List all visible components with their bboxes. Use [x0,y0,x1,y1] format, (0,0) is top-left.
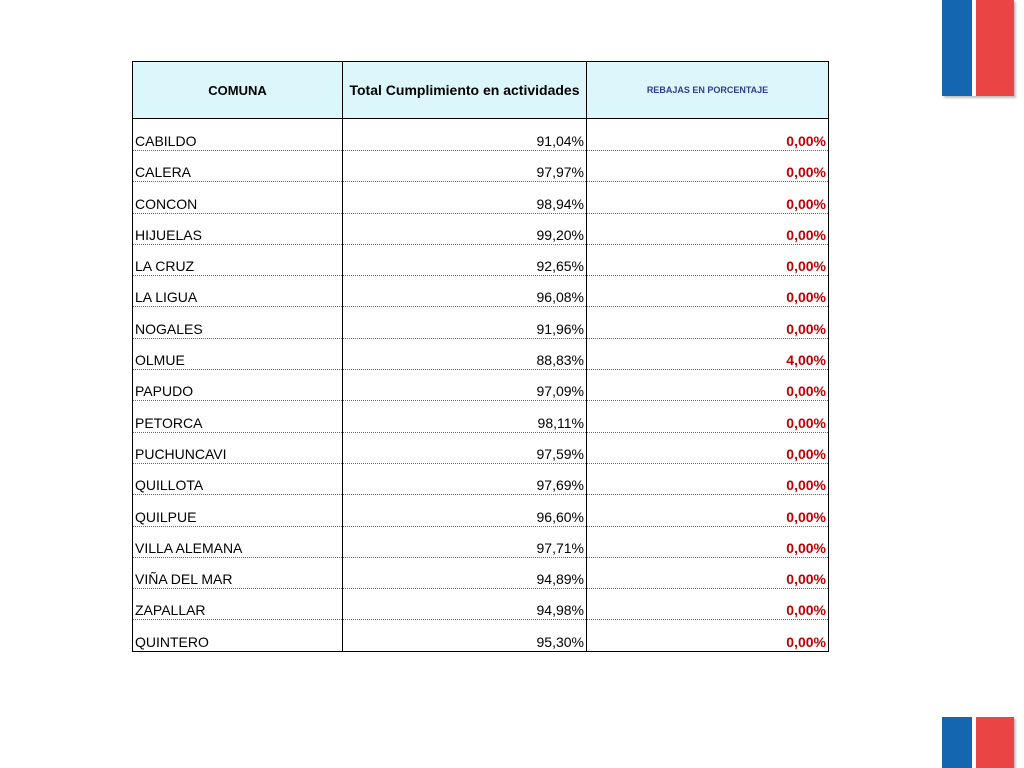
flag-red-stripe [976,717,1014,768]
table-header-row [133,62,829,119]
table-body [133,119,829,652]
cell-rebaja: 4,00% [587,338,829,369]
table-row [133,557,829,588]
compliance-table [132,61,829,652]
cell-comuna: LA CRUZ [133,244,343,275]
cell-rebaja: 0,00% [587,526,829,557]
cell-total: 95,30% [343,620,587,651]
cell-rebaja: 0,00% [587,589,829,620]
table-row [133,495,829,526]
cell-rebaja: 0,00% [587,119,829,151]
cell-total: 94,89% [343,557,587,588]
table-row [133,401,829,432]
cell-total: 96,08% [343,276,587,307]
cell-rebaja: 0,00% [587,401,829,432]
cell-comuna: QUINTERO [133,620,343,651]
table-row [133,463,829,494]
cell-rebaja: 0,00% [587,151,829,182]
cell-rebaja: 0,00% [587,463,829,494]
cell-rebaja: 0,00% [587,244,829,275]
cell-comuna: PAPUDO [133,370,343,401]
cell-total: 97,97% [343,151,587,182]
table-row [133,620,829,651]
table-row [133,338,829,369]
cell-rebaja: 0,00% [587,276,829,307]
cell-total: 91,04% [343,119,587,151]
cell-comuna: PUCHUNCAVI [133,432,343,463]
cell-total: 97,71% [343,526,587,557]
header-total-cumplimiento: Total Cumplimiento en actividades [343,62,587,119]
table-row [133,244,829,275]
table-row [133,589,829,620]
cell-total: 97,69% [343,463,587,494]
cell-comuna: NOGALES [133,307,343,338]
compliance-table-container [132,61,828,652]
cell-rebaja: 0,00% [587,495,829,526]
cell-comuna: VIÑA DEL MAR [133,557,343,588]
cell-comuna: PETORCA [133,401,343,432]
table-row [133,213,829,244]
cell-rebaja: 0,00% [587,370,829,401]
header-rebajas: REBAJAS EN PORCENTAJE [587,62,829,119]
cell-total: 94,98% [343,589,587,620]
cell-total: 98,94% [343,182,587,213]
cell-total: 97,59% [343,432,587,463]
cell-comuna: CALERA [133,151,343,182]
cell-rebaja: 0,00% [587,557,829,588]
cell-total: 99,20% [343,213,587,244]
cell-rebaja: 0,00% [587,432,829,463]
cell-comuna: HIJUELAS [133,213,343,244]
flag-blue-stripe [942,0,972,96]
cell-rebaja: 0,00% [587,182,829,213]
cell-comuna: CONCON [133,182,343,213]
table-row [133,432,829,463]
cell-comuna: CABILDO [133,119,343,151]
table-row [133,526,829,557]
flag-decoration-top [942,0,1014,96]
cell-total: 97,09% [343,370,587,401]
cell-comuna: QUILPUE [133,495,343,526]
cell-total: 91,96% [343,307,587,338]
cell-rebaja: 0,00% [587,307,829,338]
table-row [133,307,829,338]
cell-total: 98,11% [343,401,587,432]
header-comuna: COMUNA [133,62,343,119]
cell-comuna: LA LIGUA [133,276,343,307]
table-row [133,119,829,151]
flag-red-stripe [976,0,1014,96]
cell-total: 96,60% [343,495,587,526]
flag-blue-stripe [942,717,972,768]
cell-total: 92,65% [343,244,587,275]
table-row [133,182,829,213]
table-row [133,276,829,307]
cell-comuna: QUILLOTA [133,463,343,494]
flag-decoration-bottom [942,717,1014,768]
cell-total: 88,83% [343,338,587,369]
cell-comuna: ZAPALLAR [133,589,343,620]
table-row [133,151,829,182]
cell-rebaja: 0,00% [587,620,829,651]
table-row [133,370,829,401]
cell-rebaja: 0,00% [587,213,829,244]
cell-comuna: VILLA ALEMANA [133,526,343,557]
cell-comuna: OLMUE [133,338,343,369]
